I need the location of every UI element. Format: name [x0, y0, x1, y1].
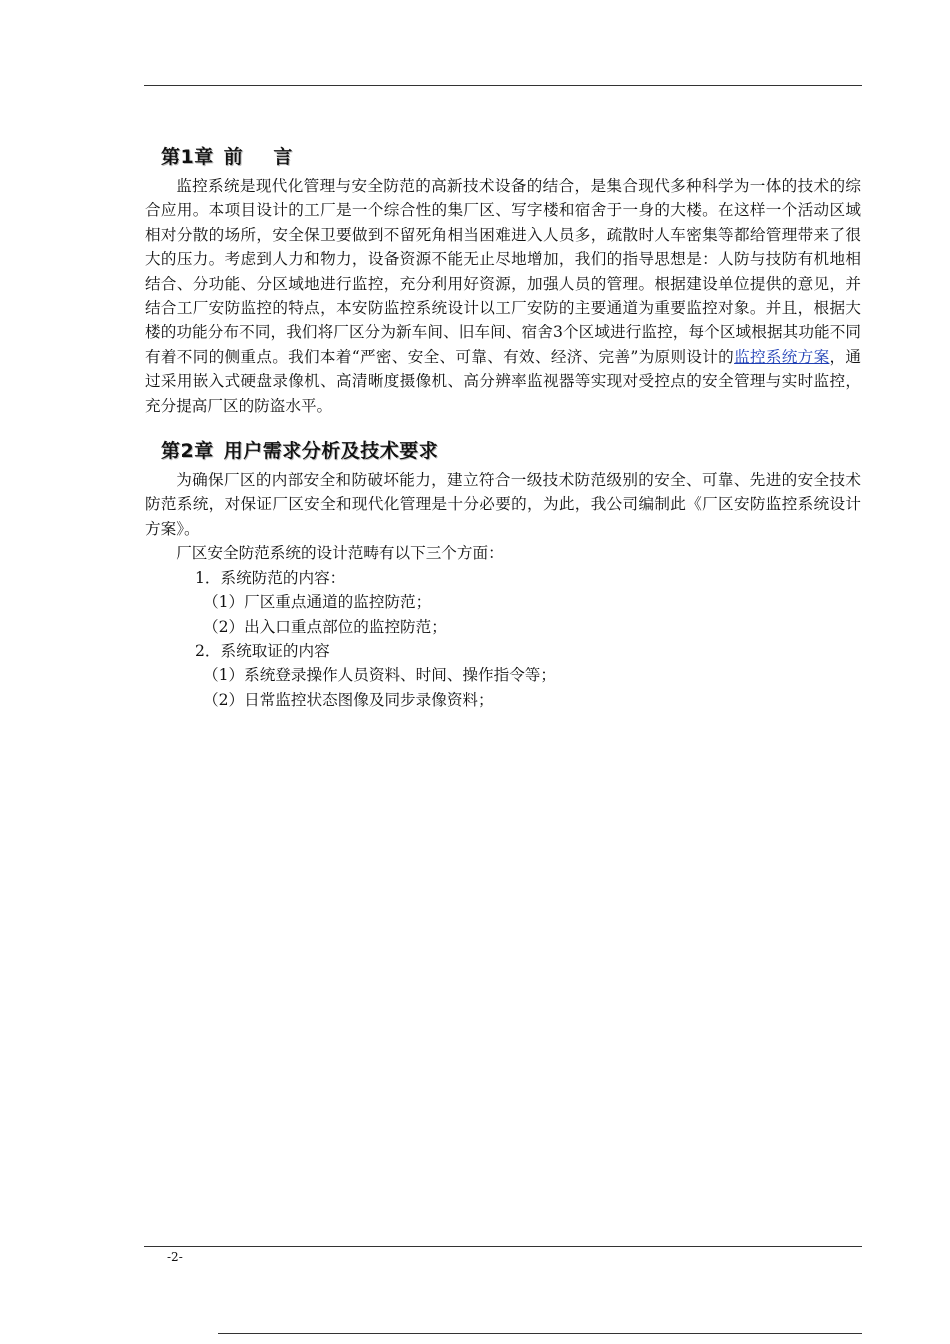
header-rule	[144, 85, 862, 86]
monitoring-plan-link[interactable]: 监控系统方案	[734, 347, 830, 366]
list-item: 1．系统防范的内容：	[195, 568, 346, 587]
list-item: （1）厂区重点通道的监控防范；	[203, 593, 432, 612]
chapter-1-title: 前 言	[223, 146, 305, 168]
chapter-1-paragraph	[145, 174, 861, 418]
footer-rule	[144, 1246, 862, 1247]
page-number: -2-	[167, 1250, 183, 1264]
scope-intro: 厂区安全防范系统的设计范畴有以下三个方面：	[176, 544, 504, 563]
list-item: 2．系统取证的内容	[195, 641, 330, 660]
chapter-2-number: 第2章	[161, 440, 214, 463]
chapter-1-number: 第1章	[161, 146, 214, 168]
list-item: （2）日常监控状态图像及同步录像资料；	[203, 690, 494, 709]
document-body	[145, 140, 861, 712]
chapter-2-heading	[161, 434, 861, 468]
paragraph-text: 监控系统是现代化管理与安全防范的高新技术设备的结合，是集合现代多种科学为一体的技术的综合应用。本项目设计的工厂是一个综合性的集厂区、写字楼和宿舍于一身的大楼。在这样一个活动区域相对分散的场所，安全保卫要做到不留死角相当困难进入人员多，疏散时人车密集等都给管理带来了很大的压力。考虑到人力和物力，设备资源不能无止尽地增加，我们的指导思想是：人防与技防有机地相结合、分功能、分区域地进行监控，充分利用好资源，加强人员的管理。根据建设单位提供的意见，并结合工厂安防监控的特点，本安防监控系统设计以工厂安防的主要通道为重要监控对象。并且，根据大楼的功能分布不同，我们将厂区分为新车间、旧车间、宿舍3个区域进行监控，每个区域根据其功能不同有着不同的侧重点。我们本着“严密、安全、可靠、有效、经济、完善”为原则设计的	[145, 177, 861, 366]
page-edge-rule	[218, 1333, 862, 1334]
paragraph-text: ，通过采用嵌入式硬盘录像机、高清晰度摄像机、高分辨率监视器等实现对受控点的安全管理与实时监控，充分提高厂区的防盗水平。	[145, 347, 861, 415]
chapter-2-title: 用户需求分析及技术要求	[223, 440, 439, 463]
list-item: （2）出入口重点部位的监控防范；	[203, 617, 447, 636]
list-item: （1）系统登录操作人员资料、时间、操作指令等；	[203, 666, 556, 685]
chapter-2-paragraph: 为确保厂区的内部安全和防破坏能力，建立符合一级技术防范级别的安全、可靠、先进的安全技术防范系统，对保证厂区安全和现代化管理是十分必要的，为此，我公司编制此《厂区安防监控系统设计方案》。	[145, 471, 861, 538]
chapter-1-heading	[161, 140, 861, 174]
